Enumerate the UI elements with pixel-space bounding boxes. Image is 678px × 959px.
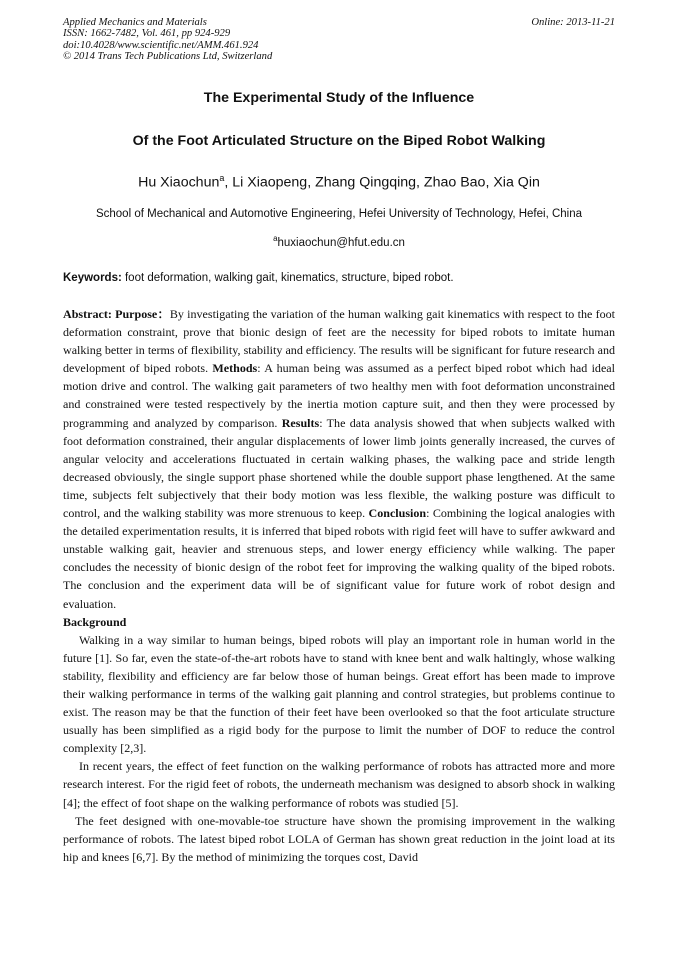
- purpose-label: Purpose：: [111, 307, 170, 321]
- methods-text: : A human being was assumed as a perfect biped robot which had ideal motion drive and control. The walking gait parameters of two healthy men with foot deformation unconstrained and constrained were tested respectively by the inertia motion capture suit, and then they were processed by programming and analyzed by comparison.: [63, 361, 615, 430]
- email-marker: a: [273, 234, 278, 243]
- journal-copyright: © 2014 Trans Tech Publications Ltd, Switzerland: [63, 51, 273, 63]
- email-address: huxiaochun@hfut.edu.cn: [277, 236, 405, 249]
- author-email: [0, 234, 678, 249]
- conclusion-text: : Combining the logical analogies with the detailed experimentation results, it is inferred that biped robots with rigid feet will have to suffer awkward and unstable walking gait, heavier and strenuous steps, and lower energy efficiency while walking. The paper concludes the necessity of bionic design of the robot feet for improving the walking quality of the biped robots. The conclusion and the experiment data will be of significant value for future work of robot design and evaluation.: [63, 506, 615, 611]
- author-list: [0, 173, 678, 191]
- paper-title-line-1: The Experimental Study of the Influence: [203, 90, 475, 106]
- keywords-label: Keywords:: [63, 272, 122, 284]
- online-date: Online: 2013-11-21: [531, 17, 615, 28]
- methods-label: Methods: [212, 361, 258, 376]
- abstract-paragraph: [63, 305, 615, 613]
- keywords: [63, 272, 615, 284]
- journal-doi: doi:10.4028/www.scientific.net/AMM.461.924: [63, 39, 259, 51]
- journal-name: Applied Mechanics and Materials: [63, 17, 207, 28]
- results-label: Results: [281, 415, 320, 430]
- background-paragraph-2: In recent years, the effect of feet function on the walking performance of robots has attracted more and more research interest. For the rigid feet of robots, the underneath mechanism was designed to absorb shock in walking [4]; the effect of foot shape on the walking performance of robots was studied [5].: [63, 759, 615, 810]
- journal-header: [63, 17, 615, 63]
- body-text: [63, 305, 615, 866]
- paper-title-line-2: Of the Foot Articulated Structure on the Biped Robot Walking: [132, 133, 546, 149]
- abstract-label: Abstract:: [63, 307, 112, 321]
- other-authors: , Li Xiaopeng, Zhang Qingqing, Zhao Bao, Xia Qin: [224, 174, 540, 191]
- affiliation: School of Mechanical and Automotive Engineering, Hefei University of Technology, Hefei, China: [95, 208, 583, 220]
- results-text: : The data analysis showed that when subjects walked with foot deformation constrained, their angular displacements of lower limb joints generally increased, the curves of angular velocity and accelerations fluctuated in certain walking phases, the walking pace and stride length decreased obviously, the single support phase shortened while the double support phase lengthened. At the same time, subjects felt subjectively that their body motion was less flexible, the walking posture was difficult to control, and the walking stability was more strenuous to keep.: [63, 415, 615, 521]
- background-paragraph-1: Walking in a way similar to human beings, biped robots will play an important role in human world in the future [1]. So far, even the state-of-the-art robots have to stand with knee bent and walk haltingly, whose walking stability, flexibility and efficiency are far below those of human beings. Great effort has been made to improve their walking performance in terms of the walking gait planning and control strategies, but problems continue to exist. The reason may be that the function of their feet have been overlooked so that the foot articulate structure usually has been simplified as a rigid body for the purpose to limit the number of DOF to reduce the control complexity [2,3].: [63, 632, 615, 756]
- keywords-text: foot deformation, walking gait, kinematics, structure, biped robot.: [121, 272, 454, 284]
- purpose-text: By investigating the variation of the human walking gait kinematics with respect to the foot deformation constraint, prove that bionic design of feet are the necessity for biped robots to imitate human walking better in terms of flexibility, stability and efficiency. The results will be significant for future research and development of biped robots.: [63, 307, 615, 376]
- journal-issn: ISSN: 1662-7482, Vol. 461, pp 924-929: [63, 28, 231, 40]
- background-paragraph-3: The feet designed with one-movable-toe structure have shown the promising improvement in the walking performance of robots. The latest biped robot LOLA of German has shown great reduction in the joint load at its hip and knees [6,7]. By the method of minimizing the torques cost, David: [63, 813, 615, 864]
- author-affil-marker: a: [219, 173, 225, 183]
- conclusion-label: Conclusion: [368, 506, 427, 521]
- first-author: Hu Xiaochun: [138, 174, 220, 191]
- background-heading: Background: [63, 614, 127, 629]
